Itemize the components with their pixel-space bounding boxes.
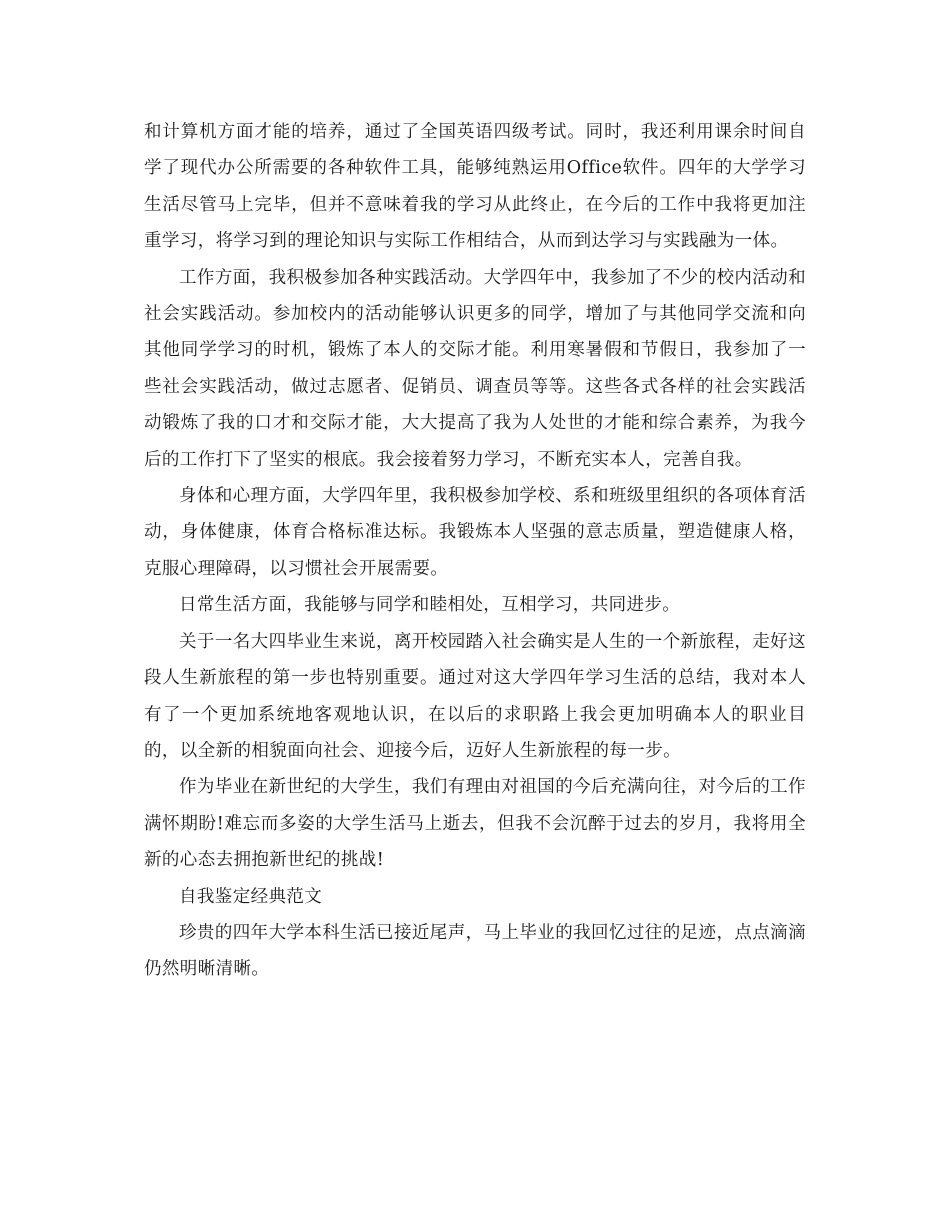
paragraph-intro: 珍贵的四年大学本科生活已接近尾声，马上毕业的我回忆过往的足迹，点点滴滴仍然明晰清晰。 xyxy=(144,922,806,980)
paragraph-health: 身体和心理方面，大学四年里，我积极参加学校、系和班级里组织的各项体育活动，身体健康，体育合格标准达标。我锻炼本人坚强的意志质量，塑造健康人格，克服心理障碍，以习惯社会开展需要。 xyxy=(144,486,806,579)
paragraph-study-continued: 和计算机方面才能的培养，通过了全国英语四级考试。同时，我还利用课余时间自学了现代办公所需要的各种软件工具，能够纯熟运用Office软件。四年的大学学习生活尽管马上完毕，但并不意味着我的学习从此终止，在今后的工作中我将更加注重学习，将学习到的理论知识与实际工作相结合，从而到达学习与实践融为一体。 xyxy=(144,122,806,252)
paragraph-new-century: 作为毕业在新世纪的大学生，我们有理由对祖国的今后充满向往，对今后的工作满怀期盼!难忘而多姿的大学生活马上逝去，但我不会沉醉于过去的岁月，我将用全新的心态去拥抱新世纪的挑战! xyxy=(144,777,806,871)
paragraph-daily-life: 日常生活方面，我能够与同学和睦相处，互相学习，共同进步。 xyxy=(179,595,681,616)
paragraph-graduation: 关于一名大四毕业生来说，离开校园踏入社会确实是人生的一个新旅程，走好这段人生新旅程的第一步也特别重要。通过对这大学四年学习生活的总结，我对本人有了一个更加系统地客观地认识，在以后的求职路上我会更加明确本人的职业目的，以全新的相貌面向社会、迎接今后，迈好人生新旅程的每一步。 xyxy=(144,631,806,761)
document-body xyxy=(144,114,806,988)
section-heading: 自我鉴定经典范文 xyxy=(179,886,323,907)
paragraph-work: 工作方面，我积极参加各种实践活动。大学四年中，我参加了不少的校内活动和社会实践活动。参加校内的活动能够认识更多的同学，增加了与其他同学交流和向其他同学学习的时机，锻炼了本人的交际才能。利用寒暑假和节假日，我参加了一些社会实践活动，做过志愿者、促销员、调查员等等。这些各式各样的社会实践活动锻炼了我的口才和交际才能，大大提高了我为人处世的才能和综合素养，为我今后的工作打下了坚实的根底。我会接着努力学习，不断充实本人，完善自我。 xyxy=(144,267,806,470)
